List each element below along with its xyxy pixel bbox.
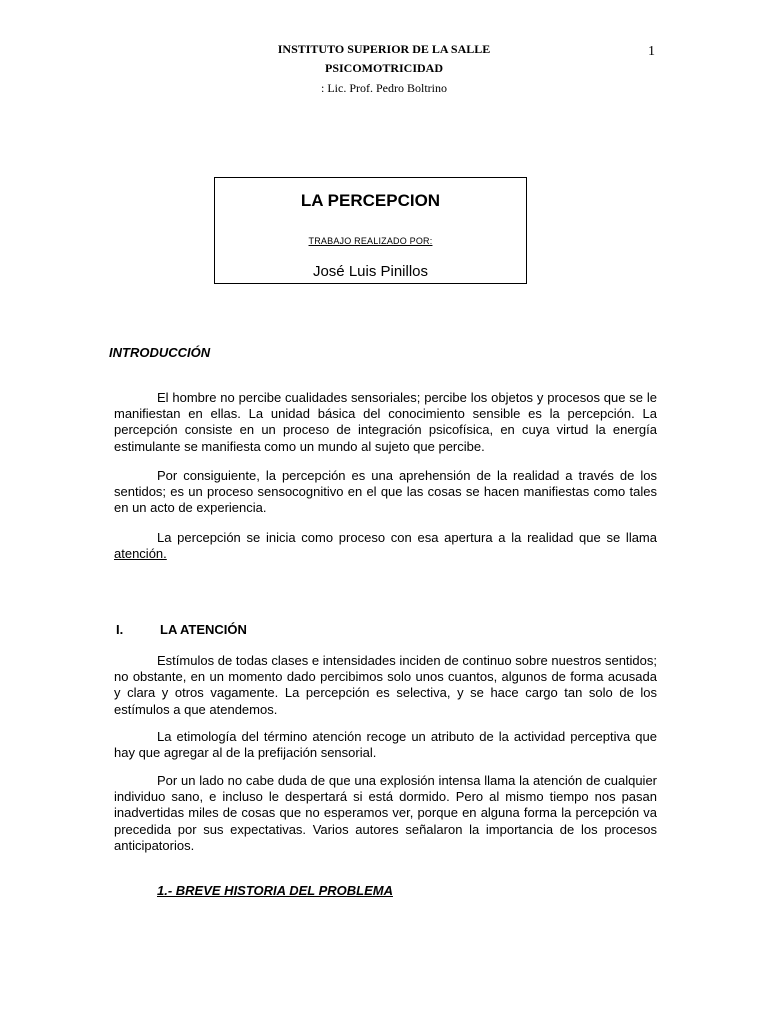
section-1-paragraph-2: La etimología del término atención recoge un atributo de la actividad perceptiva que hay que agregar al de la prefijación sensorial. [114,729,657,761]
intro-paragraph-2: Por consiguiente, la percepción es una aprehensión de la realidad a través de los sentidos; es un proceso sensocognitivo en el que las cosas se hacen manifiestas como tales en un acto de experiencia. [114,468,657,516]
course-name: PSICOMOTRICIDAD [324,61,443,75]
intro-paragraph-3-text: La percepción se inicia como proceso con esa apertura a la realidad que se llama [157,530,657,545]
byline-label: TRABAJO REALIZADO POR: [308,236,433,246]
institution-name: INSTITUTO SUPERIOR DE LA SALLE [277,42,491,56]
section-1-heading [116,622,247,637]
attention-term: atención. [114,546,167,562]
author-name: José Luis Pinillos [312,263,429,280]
title-box [214,177,527,284]
professor-name: : Lic. Prof. Pedro Boltrino [321,81,447,95]
intro-paragraph-3 [114,530,657,562]
section-1-numeral: I. [116,622,124,637]
page-number: 1 [648,44,655,59]
section-1-title: LA ATENCIÓN [160,622,247,637]
document-title: LA PERCEPCION [300,191,441,210]
subsection-heading: 1.- BREVE HISTORIA DEL PROBLEMA [157,883,393,898]
intro-heading: INTRODUCCIÓN [109,345,211,360]
section-1-paragraph-3: Por un lado no cabe duda de que una explosión intensa llama la atención de cualquier individuo sano, e incluso le despertará si está dormido. Pero al mismo tiempo nos pasan inadvertidas miles de cosas que no esperamos ver, porque en alguna forma la percepción va precedida por sus expectativas. Varios autores señalaron la importancia de los procesos anticipatorios. [114,773,657,853]
section-1-paragraph-1: Estímulos de todas clases e intensidades inciden de continuo sobre nuestros sentidos; no obstante, en un momento dado percibimos solo unos cuantos, algunos de forma acusada y clara y otros vagamente. La percepción es selectiva, y se hace cargo tan solo de los estímulos a que atendemos. [114,653,657,717]
intro-paragraph-1: El hombre no percibe cualidades sensoriales; percibe los objetos y procesos que se le manifiestan en ellas. La unidad básica del conocimiento sensible es la percepción. La percepción consiste en un proceso de integración psicofísica, en cuya virtud la energía estimulante se manifiesta como un mundo al sujeto que percibe. [114,390,657,454]
